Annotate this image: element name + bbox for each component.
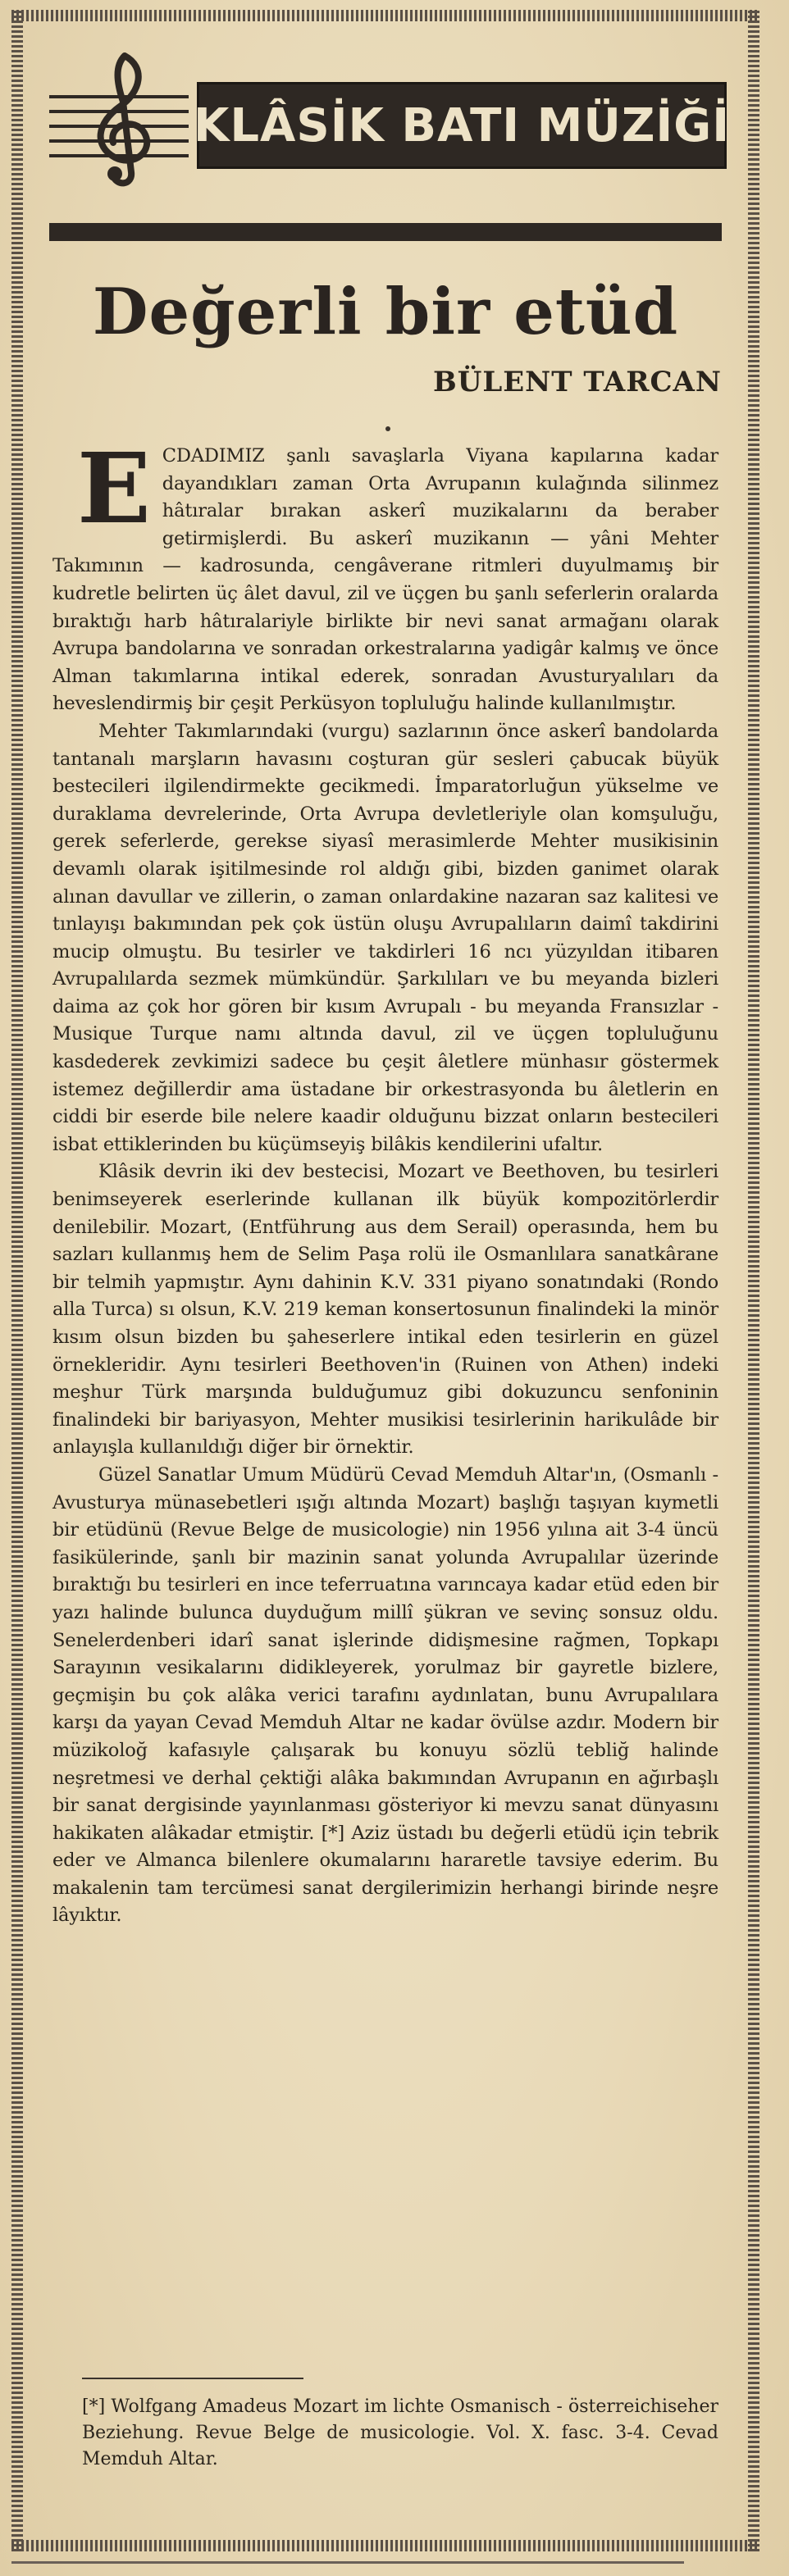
article-body xyxy=(52,431,718,1930)
paragraph-text: CDADIMIZ şanlı savaşlarla Viyana kapılarına kadar dayandıkları zaman Orta Avrupanın kulağında silinmez hâtıralar bırakan askerî muzikalarını da beraber getirmişlerdi. Bu askerî muzikanın — yâni Mehter Takımının — kadrosunda, cengâverane ritmleri duyulmamış bir kudretle belirten üç âlet davul, zil ve üçgen bu şanlı seferlerin oralarda bıraktığı harb hâtıralariyle birlikte bir nevi sanat armağanı olarak Avrupa bandolarına ve sonradan orkestralarına yadigâr kalmış ve önce Alman takımlarına intikal ederek, sonradan Avusturyalıları da heveslendirmiş bir çeşit Perküsyon topluluğu halinde kullanılmıştır. xyxy=(52,445,718,715)
decorative-border-bottom xyxy=(11,2540,759,2551)
bottom-rule xyxy=(11,2561,684,2564)
header-rule xyxy=(49,223,722,241)
footnote-rule xyxy=(82,2378,303,2379)
treble-clef-icon xyxy=(49,49,189,189)
paragraph: Klâsik devrin iki dev bestecisi, Mozart ve Beethoven, bu tesirleri benimseyerek eserlerinde kullanan ilk büyük kompozitörlerdir denilebilir. Mozart, (Entführung aus dem Serail) operasında, hem bu sazları kullanmış hem de Selim Paşa rolü ile Osmanlılara sanatkârane bir telmih yapmıştır. Aynı dahinin K.V. 331 piyano sonatındaki (Rondo alla Turca) sı olsun, K.V. 219 keman konsertosunun finalindeki la minör kısım olsun bizden bu şaheserlere intikal eden tesirlerin en güzel örnekleridir. Aynı tesirleri Beethoven'in (Ruinen von Athen) indeki meşhur Türk marşında bulduğumuz gibi dokuzuncu senfoninin finalindeki bir bariyasyon, Mehter musikisi tesirlerinin harikulâde bir anlayışla kullanıldığı diğer bir örnektir. xyxy=(52,1161,718,1459)
paragraph: Mehter Takımlarındaki (vurgu) sazlarının önce askerî bandolarda tantanalı marşların havasını coşturan gür sesleri çabucak büyük bestecileri ilgilendirmekte gecikmedi. İmparatorluğun yükselme ve duraklama devrelerinde, Orta Avrupa devletleriyle olan komşuluğu, gerek seferlerde, gerekse siyasî merasimlerde Mehter musikisinin devamlı olarak işitilmesinde rol aldığı gibi, bizden ganimet olarak alınan davullar ve zillerin, o zaman onlardakine nazaran saz kalitesi ve tınlayışı bakımından pek çok üstün oluşu Avrupalıların daimî takdirini mucip olmuştu. Bu tesirler ve takdirleri 16 ncı yüzyıldan itibaren Avrupalılarda sezmek mümkündür. Şarkılıları ve bu meyanda bizleri daima az çok hor gören bir kısım Avrupalı - bu meyanda Fransızlar - Musique Turque namı altında davul, zil ve üçgen topluluğunu kasdederek zevkimizi sadece bu çeşit âletlere münhasır göstermek istemez değillerdir ama üstadane bir orkestrasyonda bu âletlerin en ciddi bir eserde bile nelere kaadir olduğunu bizzat onların bestecileri isbat ettiklerinden bu küçümseyiş bilâkis kendilerini ufaltır. xyxy=(52,720,718,1155)
article-author: BÜLENT TARCAN xyxy=(432,366,722,398)
section-title: KLÂSİK BATI MÜZİĞİ xyxy=(193,98,731,152)
footnote: [*] Wolfgang Amadeus Mozart im lichte Osmanisch - österreichiseher Beziehung. Revue Belge de musicologie. Vol. X. fasc. 3-4. Cevad Memduh Altar. xyxy=(82,2396,718,2469)
ink-dot xyxy=(385,426,390,431)
decorative-border-right xyxy=(748,10,759,2551)
decorative-border-top xyxy=(11,10,759,21)
drop-cap: E xyxy=(77,431,151,545)
decorative-border-left xyxy=(11,10,23,2551)
section-masthead xyxy=(49,49,731,189)
paragraph xyxy=(52,431,718,718)
article-title: Değerli bir etüd xyxy=(92,275,679,349)
section-banner xyxy=(193,82,731,169)
paragraph: Güzel Sanatlar Umum Müdürü Cevad Memduh Altar'ın, (Osmanlı - Avusturya münasebetleri ışığı altında Mozart) başlığı taşıyan kıymetli bir etüdünü (Revue Belge de musicologie) nin 1956 yılına ait 3-4 üncü fasikülerinde, şanlı bir mazinin sanat yolunda Avrupalılar üzerinde bıraktığı bu tesirleri en ince teferruatına varıncaya kadar etüd eden bir yazı halinde bulunca duyduğum millî şükran ve sevinç sonsuz oldu. Senelerdenberi idarî sanat işlerinde didişmesine rağmen, Topkapı Sarayının vesikalarını didikleyerek, yorulmaz bir gayretle bizlere, geçmişin bu çok alâka verici tarafını aydınlatan, bunu Avrupalılara karşı da yayan Cevad Memduh Altar ne kadar övülse azdır. Modern bir müzikoloğ kafasıyle çalışarak bu konuyu sözlü tebliğ halinde neşretmesi ve derhal çektiği alâka bakımından Avrupanın en ağırbaşlı bir sanat dergisinde yayınlanması gösteriyor ki mevzu sanat dünyasını hakikaten alâkadar etmiştir. [*] Aziz üstadı bu değerli etüdü için tebrik eder ve Almanca bilenlere okumalarını hararetle tavsiye ederim. Bu makalenin tam tercümesi sanat dergilerimizin herhangi birinde neşre lâyıktır. xyxy=(52,1463,718,1927)
